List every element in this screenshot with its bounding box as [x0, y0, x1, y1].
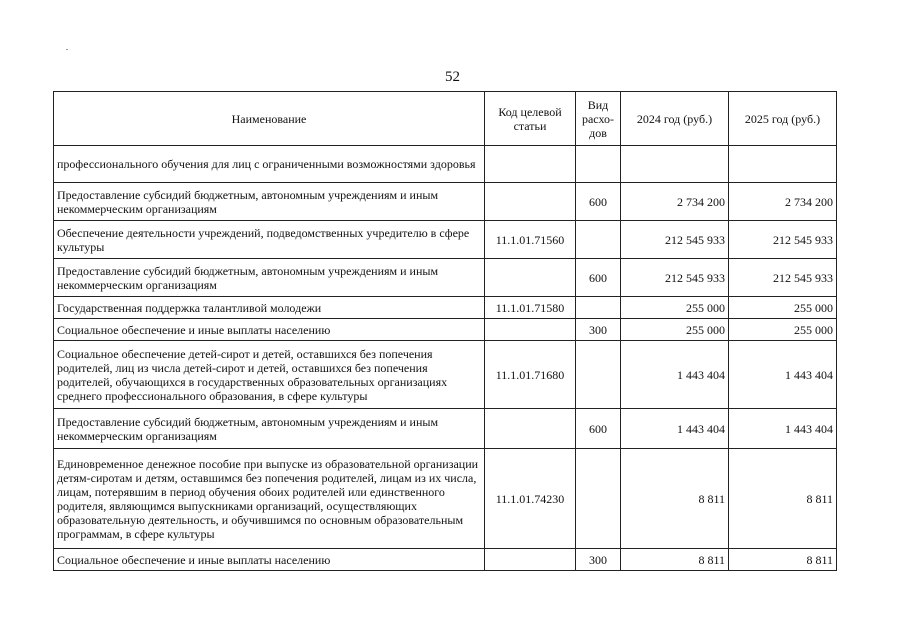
- row-2024: 255 000: [621, 319, 729, 341]
- row-2025: 212 545 933: [729, 221, 837, 259]
- row-2025: 255 000: [729, 319, 837, 341]
- row-2025: 255 000: [729, 297, 837, 319]
- row-name: Социальное обеспечение детей-сирот и детей, оставшихся без попечения родителей, лиц из числа детей-сирот и детей, оставшихся без попечения родителей, обучающихся в государственных образовательных организациях среднего профессионального образования, в сфере культуры: [54, 341, 485, 409]
- row-2024: 8 811: [621, 549, 729, 571]
- row-code: 11.1.01.71680: [485, 341, 576, 409]
- row-2024: 255 000: [621, 297, 729, 319]
- row-code: 11.1.01.74230: [485, 449, 576, 549]
- row-2024: 8 811: [621, 449, 729, 549]
- row-name: Единовременное денежное пособие при выпуске из образовательной организации детям-сиротам и детям, оставшимся без попечения родителей, лицам из их числа, лицам, потерявшим в период обучения обоих родителей или единственного родителя, являющимся выпускниками организаций, осуществляющих образовательную деятельность, и обучившимся по основным образовательным программам, в сфере культуры: [54, 449, 485, 549]
- row-name: Обеспечение деятельности учреждений, подведомственных учредителю в сфере культуры: [54, 221, 485, 259]
- row-code: [485, 549, 576, 571]
- row-code: 11.1.01.71560: [485, 221, 576, 259]
- row-name: Предоставление субсидий бюджетным, автономным учреждениям и иным некоммерческим организациям: [54, 183, 485, 221]
- row-code: [485, 259, 576, 297]
- table-row: [54, 183, 837, 221]
- table-row: [54, 409, 837, 449]
- row-type: [576, 221, 621, 259]
- header-2025: 2025 год (руб.): [729, 92, 837, 146]
- row-type: 600: [576, 409, 621, 449]
- table-row: [54, 341, 837, 409]
- header-code: Код целевой статьи: [485, 92, 576, 146]
- row-2024: [621, 146, 729, 183]
- row-code: [485, 146, 576, 183]
- row-type: 300: [576, 319, 621, 341]
- row-2025: 8 811: [729, 449, 837, 549]
- row-2024: 1 443 404: [621, 409, 729, 449]
- row-2025: [729, 146, 837, 183]
- row-type: 600: [576, 259, 621, 297]
- header-2024: 2024 год (руб.): [621, 92, 729, 146]
- scan-mark: [66, 49, 68, 50]
- row-type: 300: [576, 549, 621, 571]
- row-name: Социальное обеспечение и иные выплаты населению: [54, 549, 485, 571]
- row-name: Государственная поддержка талантливой молодежи: [54, 297, 485, 319]
- row-2024: 212 545 933: [621, 259, 729, 297]
- row-2024: 212 545 933: [621, 221, 729, 259]
- row-2025: 1 443 404: [729, 409, 837, 449]
- row-2025: 212 545 933: [729, 259, 837, 297]
- row-type: [576, 146, 621, 183]
- budget-table: [53, 91, 837, 571]
- row-name: профессионального обучения для лиц с ограниченными возможностями здоровья: [54, 146, 485, 183]
- row-2024: 2 734 200: [621, 183, 729, 221]
- table-row: [54, 259, 837, 297]
- row-code: 11.1.01.71580: [485, 297, 576, 319]
- header-type: Вид расхо-дов: [576, 92, 621, 146]
- table-row: [54, 146, 837, 183]
- table-row: [54, 221, 837, 259]
- row-code: [485, 319, 576, 341]
- table-row: [54, 297, 837, 319]
- table-row: [54, 549, 837, 571]
- table-row: [54, 319, 837, 341]
- row-2025: 2 734 200: [729, 183, 837, 221]
- row-type: [576, 297, 621, 319]
- row-2025: 1 443 404: [729, 341, 837, 409]
- header-name: Наименование: [54, 92, 485, 146]
- row-type: [576, 341, 621, 409]
- row-type: [576, 449, 621, 549]
- row-2024: 1 443 404: [621, 341, 729, 409]
- page-number: 52: [445, 69, 460, 85]
- row-name: Предоставление субсидий бюджетным, автономным учреждениям и иным некоммерческим организациям: [54, 259, 485, 297]
- table-row: [54, 449, 837, 549]
- row-2025: 8 811: [729, 549, 837, 571]
- row-code: [485, 183, 576, 221]
- row-name: Предоставление субсидий бюджетным, автономным учреждениям и иным некоммерческим организациям: [54, 409, 485, 449]
- row-code: [485, 409, 576, 449]
- header-row: [54, 92, 837, 146]
- row-type: 600: [576, 183, 621, 221]
- row-name: Социальное обеспечение и иные выплаты населению: [54, 319, 485, 341]
